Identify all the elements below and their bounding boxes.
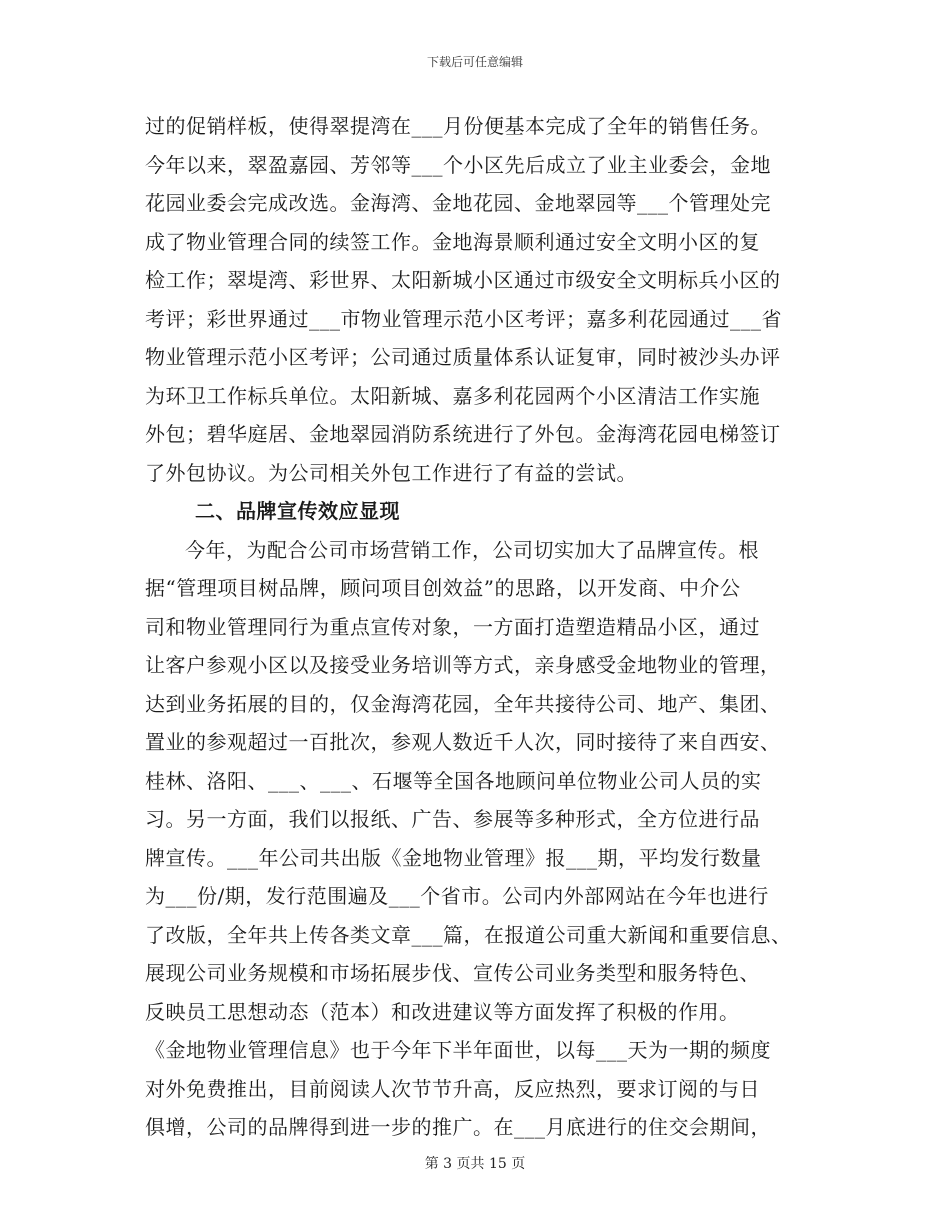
paragraph-line: 据“管理项目树品牌，顾问项目创效益”的思路，以开发商、中介公: [145, 576, 741, 600]
paragraph-line: 桂林、洛阳、___、___、石堰等全国各地顾问单位物业公司人员的实: [145, 768, 762, 793]
paragraph-line: 对外免费推出，目前阅读人次节节升高，反应热烈，要求订阅的与日: [145, 1076, 760, 1101]
paragraph-line: 成了物业管理合同的续签工作。金地海景顺利通过安全文明小区的复: [145, 229, 760, 254]
page-header: 下载后可任意编辑: [426, 55, 523, 69]
paragraph-line: 外包；碧华庭居、金地翠园消防系统进行了外包。金海湾花园电梯签订: [145, 422, 781, 446]
paragraph-line: 考评；彩世界通过___市物业管理示范小区考评；嘉多利花园通过___省: [145, 306, 782, 331]
paragraph-line: 物业管理示范小区考评；公司通过质量体系认证复审，同时被沙头办评: [145, 345, 781, 369]
paragraph-line: 为___份/期，发行范围遍及___个省市。公司内外部网站在今年也进行: [145, 884, 769, 908]
paragraph-line: 置业的参观超过一百批次，参观人数近千人次，同时接待了来自西安、: [145, 730, 781, 754]
paragraph-line: 今年以来，翠盈嘉园、芳邻等___个小区先后成立了业主业委会，金地: [145, 152, 771, 177]
paragraph-line: 花园业委会完成改选。金海湾、金地花园、金地翠园等___个管理处完: [145, 191, 771, 215]
paragraph-line: 为环卫工作标兵单位。太阳新城、嘉多利花园两个小区清洁工作实施: [145, 383, 760, 408]
paragraph-line: 反映员工思想动态（范本）和改进建议等方面发挥了积极的作用。: [145, 999, 740, 1024]
paragraph-line: 牌宣传。___年公司共出版《金地物业管理》报___期，平均发行数量: [145, 845, 762, 870]
paragraph-line: 检工作；翠堤湾、彩世界、太阳新城小区通过市级安全文明标兵小区的: [145, 268, 781, 292]
paragraph-line: 俱增，公司的品牌得到进一步的推广。在___月底进行的住交会期间，: [145, 1115, 771, 1139]
paragraph-line: 达到业务拓展的目的，仅金海湾花园，全年共接待公司、地产、集团、: [145, 691, 781, 716]
document-body: [145, 107, 835, 1147]
page-footer: 第 3 页共 15 页: [424, 1156, 526, 1172]
paragraph-line: 让客户参观小区以及接受业务培训等方式，亲身感受金地物业的管理，: [145, 653, 781, 677]
paragraph-line: 展现公司业务规模和市场拓展步伐、宣传公司业务类型和服务特色、: [145, 961, 760, 985]
paragraph-line: 司和物业管理同行为重点宣传对象，一方面打造塑造精品小区，通过: [145, 614, 760, 639]
paragraph-line: 了外包协议。为公司相关外包工作进行了有益的尝试。: [145, 460, 637, 485]
paragraph-line: 了改版，全年共上传各类文章___篇，在报道公司重大新闻和重要信息、: [145, 922, 792, 947]
paragraph-line: 过的促销样板，使得翠提湾在___月份便基本完成了全年的销售任务。: [145, 114, 771, 138]
paragraph-line: 习。另一方面，我们以报纸、广告、参展等多种形式，全方位进行品: [145, 807, 760, 831]
paragraph-line: 《金地物业管理信息》也于今年下半年面世，以每___天为一期的频度: [145, 1038, 771, 1062]
paragraph-line: 今年，为配合公司市场营销工作，公司切实加大了品牌宣传。根: [185, 537, 759, 562]
section-heading: 二、品牌宣传效应显现: [195, 499, 400, 523]
